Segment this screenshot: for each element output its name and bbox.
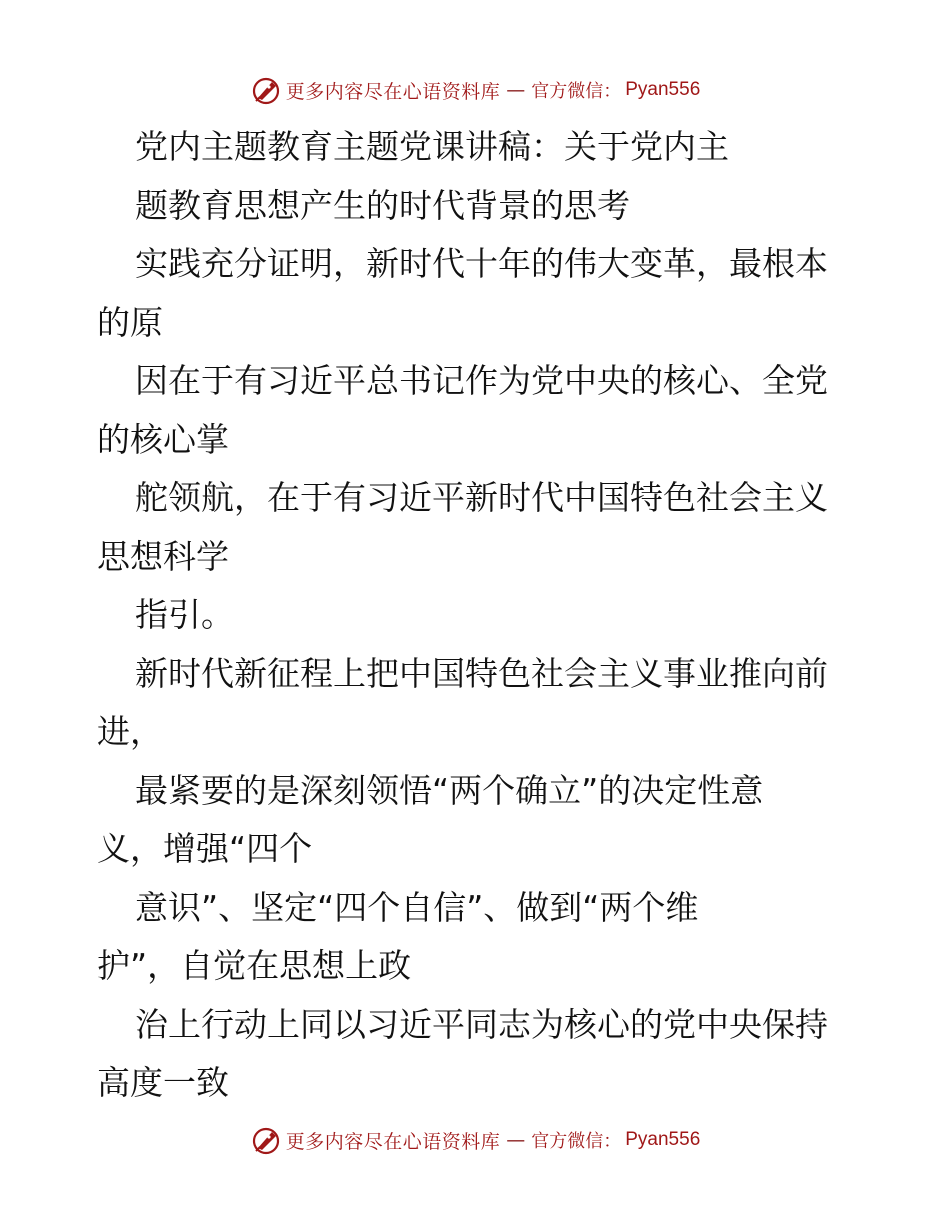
pen-nib-logo-icon [250, 74, 282, 106]
document-content [97, 118, 857, 1113]
body-line: 意识”、坚定“四个自信”、做到“两个维 [135, 887, 699, 927]
body-line: 的核心掌 [97, 419, 229, 459]
body-line: 指引。 [135, 595, 234, 634]
title-line-2: 题教育思想产生的时代背景的思考 [135, 185, 630, 225]
title-line-1: 党内主题教育主题党课讲稿：关于党内主 [135, 127, 729, 166]
body-line: 思想科学 [97, 536, 229, 576]
body-line: 治上行动上同以习近平同志为核心的党中央保持 [135, 1004, 828, 1044]
footer-banner-text: 更多内容尽在心语资料库 [285, 1130, 501, 1153]
body-line: 实践充分证明，新时代十年的伟大变革，最根本 [135, 244, 828, 283]
body-line: 进， [97, 712, 163, 751]
header-wechat-id: Pyan556 [625, 79, 701, 100]
footer-banner-separator: — [506, 1129, 526, 1151]
body-line: 最紧要的是深刻领悟“两个确立”的决定性意 [135, 770, 764, 810]
footer-banner [0, 1120, 950, 1160]
pen-nib-logo-icon [250, 1124, 282, 1156]
body-line: 义，增强“四个 [97, 829, 313, 868]
body-line: 护”，自觉在思想上政 [97, 946, 412, 985]
body-line: 的原 [97, 302, 163, 342]
header-banner [0, 70, 950, 110]
body-line: 高度一致 [97, 1063, 229, 1102]
body-line: 新时代新征程上把中国特色社会主义事业推向前 [135, 653, 828, 693]
header-banner-text: 更多内容尽在心语资料库 [285, 80, 501, 103]
header-banner-separator: — [506, 79, 526, 101]
header-wechat-label: 官方微信： [531, 81, 622, 102]
footer-wechat-id: Pyan556 [625, 1129, 701, 1150]
body-line: 舵领航，在于有习近平新时代中国特色社会主义 [135, 478, 828, 517]
body-line: 因在于有习近平总书记作为党中央的核心、全党 [135, 361, 828, 400]
footer-wechat-label: 官方微信： [531, 1131, 622, 1152]
